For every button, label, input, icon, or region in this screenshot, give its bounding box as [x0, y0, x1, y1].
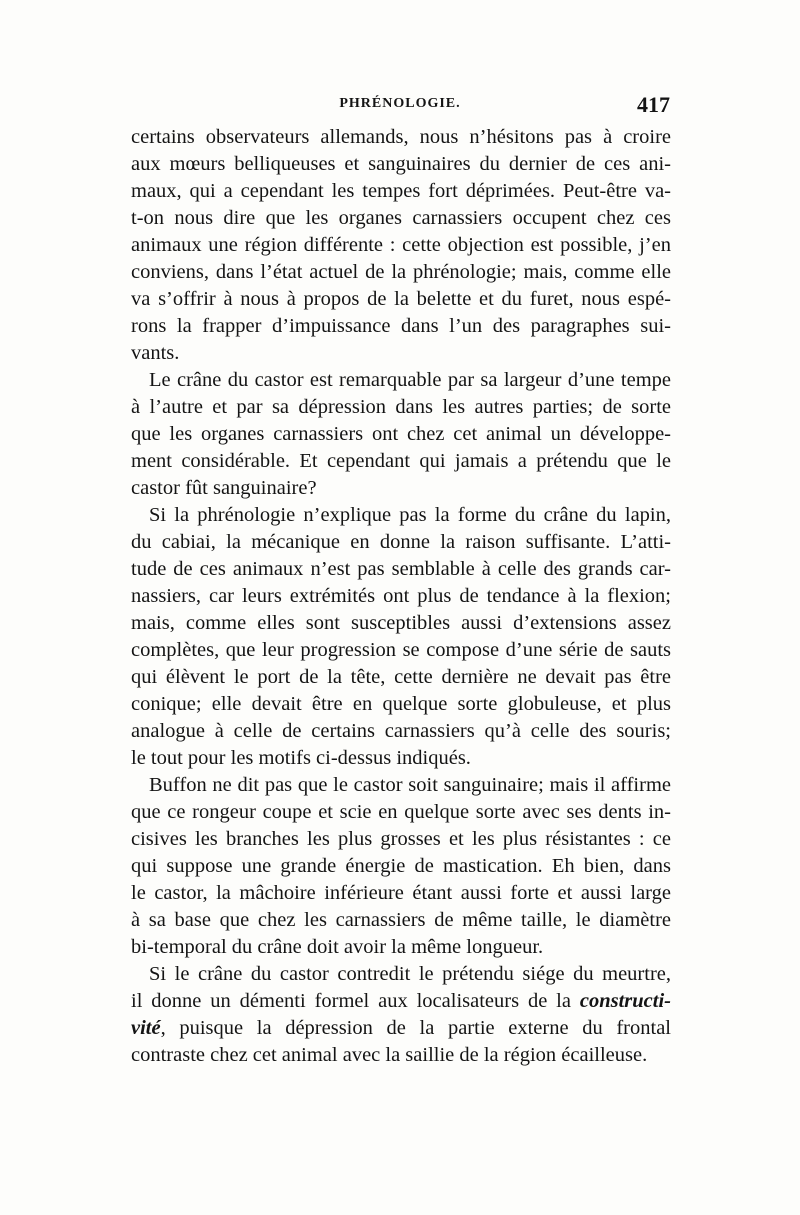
- text-line: tude de ces animaux n’est pas semblable à celle des grands car-: [131, 558, 671, 580]
- text-line: Si la phrénologie n’explique pas la forme du crâne du lapin,: [149, 504, 671, 526]
- emphasis-constructivite-part1: constructi-: [579, 990, 671, 1012]
- text-line: que ce rongeur coupe et scie en quelque sorte avec ses dents in-: [131, 801, 671, 823]
- text-line: Le crâne du castor est remarquable par sa largeur d’une tempe: [149, 369, 671, 391]
- text-line-with-emphasis: [131, 988, 671, 1015]
- text-line: nassiers, car leurs extrémités ont plus de tendance à la flexion;: [131, 585, 671, 607]
- page-number: 417: [637, 92, 670, 117]
- text-line: Buffon ne dit pas que le castor soit sanguinaire; mais il affirme: [149, 774, 671, 796]
- text-line: ment considérable. Et cependant qui jamais a prétendu que le: [131, 450, 671, 472]
- text-line: analogue à celle de certains carnassiers qu’à celle des souris;: [131, 720, 671, 742]
- text-line: va s’offrir à nous à propos de la belette et du furet, nous espé-: [131, 288, 671, 310]
- text-line: certains observateurs allemands, nous n’hésitons pas à croire: [131, 126, 671, 148]
- text-line: animaux une région différente : cette objection est possible, j’en: [131, 234, 671, 256]
- body-text: [131, 124, 671, 1069]
- text-line: maux, qui a cependant les tempes fort déprimées. Peut-être va-: [131, 180, 671, 202]
- running-head: [130, 92, 670, 120]
- text-line: mais, comme elles sont susceptibles aussi d’extensions assez: [131, 612, 671, 634]
- text-line: du cabiai, la mécanique en donne la raison suffisante. L’atti-: [131, 531, 671, 553]
- emphasis-constructivite-part2: vité: [131, 1017, 161, 1039]
- text-line: contraste chez cet animal avec la saillie de la région écailleuse.: [131, 1044, 648, 1066]
- text-line: à sa base que chez les carnassiers de même taille, le diamètre: [131, 909, 671, 931]
- text-line: bi-temporal du crâne doit avoir la même longueur.: [131, 936, 544, 958]
- text-line: que les organes carnassiers ont chez cet animal un développe-: [131, 423, 671, 445]
- text-line: qui élèvent le port de la tête, cette dernière ne devait pas être: [131, 666, 671, 688]
- text-line: à l’autre et par sa dépression dans les autres parties; de sorte: [131, 396, 671, 418]
- text-segment: , puisque la dépression de la partie externe du frontal: [160, 1017, 671, 1039]
- text-line: le castor, la mâchoire inférieure étant aussi forte et aussi large: [131, 882, 671, 904]
- text-line: cisives les branches les plus grosses et les plus résistantes : ce: [131, 828, 671, 850]
- text-line: aux mœurs belliqueuses et sanguinaires du dernier de ces ani-: [131, 153, 671, 175]
- text-line: conique; elle devait être en quelque sorte globuleuse, et plus: [131, 693, 671, 715]
- text-line-with-emphasis: [131, 1015, 671, 1042]
- text-line: conviens, dans l’état actuel de la phrénologie; mais, comme elle: [131, 261, 671, 283]
- text-line: le tout pour les motifs ci-dessus indiqués.: [131, 747, 471, 769]
- text-line: castor fût sanguinaire?: [131, 477, 317, 499]
- text-line: complètes, que leur progression se compose d’une série de sauts: [131, 639, 671, 661]
- text-line: vants.: [131, 342, 180, 364]
- running-title: PHRÉNOLOGIE.: [339, 96, 461, 111]
- text-line: Si le crâne du castor contredit le prétendu siége du meurtre,: [149, 963, 671, 985]
- text-line: t-on nous dire que les organes carnassiers occupent chez ces: [131, 207, 671, 229]
- text-line: rons la frapper d’impuissance dans l’un des paragraphes sui-: [131, 315, 671, 337]
- text-line: qui suppose une grande énergie de mastication. Eh bien, dans: [131, 855, 671, 877]
- text-segment: il donne un démenti formel aux localisateurs de la: [131, 990, 580, 1012]
